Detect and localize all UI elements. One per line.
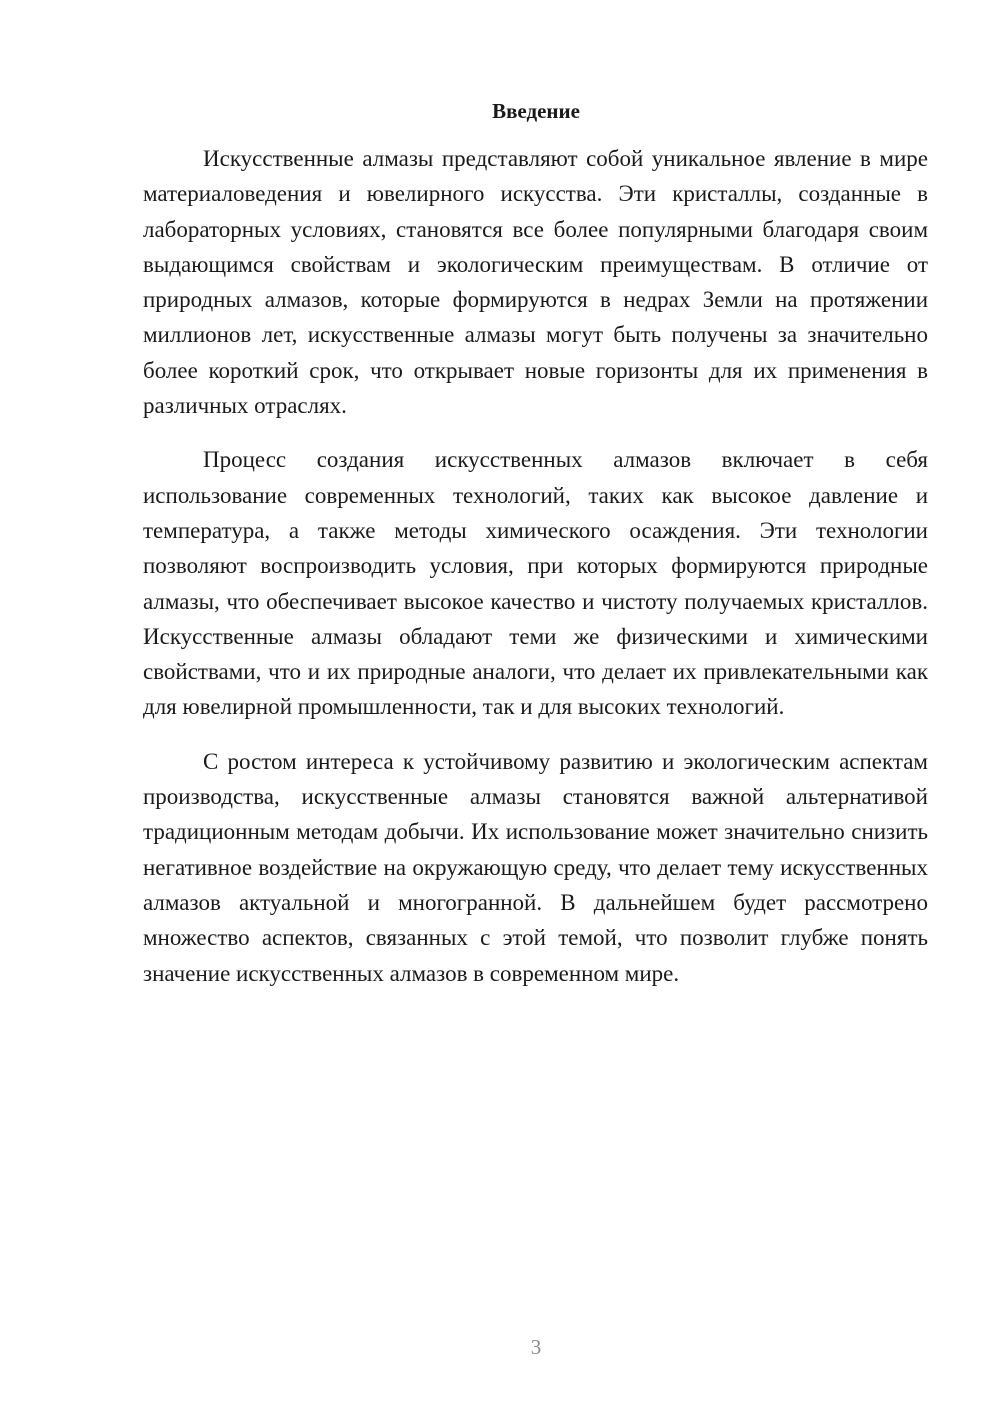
page-number: 3 xyxy=(530,1335,542,1359)
paragraph-3: С ростом интереса к устойчивому развитию и экологическим аспектам производства, искусственные алмазы становятся важной альтернативой традиционным методам добычи. Их использование может значительно снизить негативное воздействие на окружающую среду, что делает тему искусственных алмазов актуальной и многогранной. В дальнейшем будет рассмотрено множество аспектов, связанных с этой темой, что позволит глубже понять значение искусственных алмазов в современном мире. xyxy=(143,748,928,986)
paragraph-2: Процесс создания искусственных алмазов включает в себя использование современных технологий, таких как высокое давление и температура, а также методы химического осаждения. Эти технологии позволяют воспроизводить условия, при которых формируются природные алмазы, что обеспечивает высокое качество и чистоту получаемых кристаллов. Искусственные алмазы обладают теми же физическими и химическими свойствами, что и их природные аналоги, что делает их привлекательными как для ювелирной промышленности, так и для высоких технологий. xyxy=(143,447,928,720)
body-text xyxy=(143,141,928,1010)
section-heading: Введение xyxy=(492,99,580,123)
paragraph-1: Искусственные алмазы представляют собой уникальное явление в мире материаловедения и ювелирного искусства. Эти кристаллы, созданные в лабораторных условиях, становятся все более популярными благодаря своим выдающимся свойствам и экологическим преимуществам. В отличие от природных алмазов, которые формируются в недрах Земли на протяжении миллионов лет, искусственные алмазы могут быть получены за значительно более короткий срок, что открывает новые горизонты для их применения в различных отраслях. xyxy=(143,146,928,419)
